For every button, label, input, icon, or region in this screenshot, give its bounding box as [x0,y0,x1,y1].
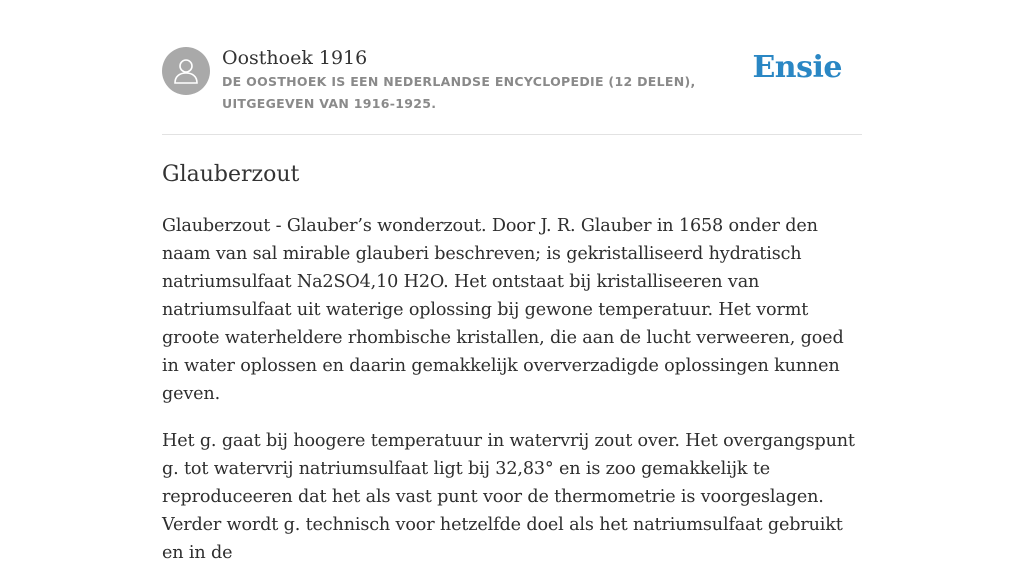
brand-logo[interactable]: Ensie [752,50,842,85]
article-body [162,212,862,586]
page-container [162,0,862,563]
article-title: Glauberzout [162,162,300,187]
source-description: DE OOSTHOEK IS EEN NEDERLANDSE ENCYCLOPEDIE (12 DELEN), UITGEGEVEN VAN 1916-1925. [222,74,696,111]
user-icon [173,57,199,85]
article-paragraph: Glauberzout - Glauber’s wonderzout. Door J. R. Glauber in 1658 onder den naam van sal mirable glauberi beschreven; is gekristalliseerd hydratisch natriumsulfaat Na2SO4,10 H2O. Het ontstaat bij kristalliseeren van natriumsulfaat uit waterige oplossing bij gewone temperatuur. Het vormt groote waterheldere rhombische kristallen, die aan de lucht verweeren, goed in water oplossen en daarin gemakkelijk oververzadigde oplossingen kunnen geven. [162,216,844,404]
source-title[interactable]: Oosthoek 1916 [222,47,368,69]
source-header [162,0,862,135]
source-info [222,45,762,115]
article-paragraph: Het g. gaat bij hoogere temperatuur in watervrij zout over. Het overgangspunt g. tot watervrij natriumsulfaat ligt bij 32,83° en is zoo gemakkelijk te reproduceeren dat het als vast punt voor de thermometrie is voorgeslagen. Verder wordt g. technisch voor hetzelfde doel als het natriumsulfaat gebruikt en in de [162,431,855,563]
avatar[interactable] [162,47,210,95]
